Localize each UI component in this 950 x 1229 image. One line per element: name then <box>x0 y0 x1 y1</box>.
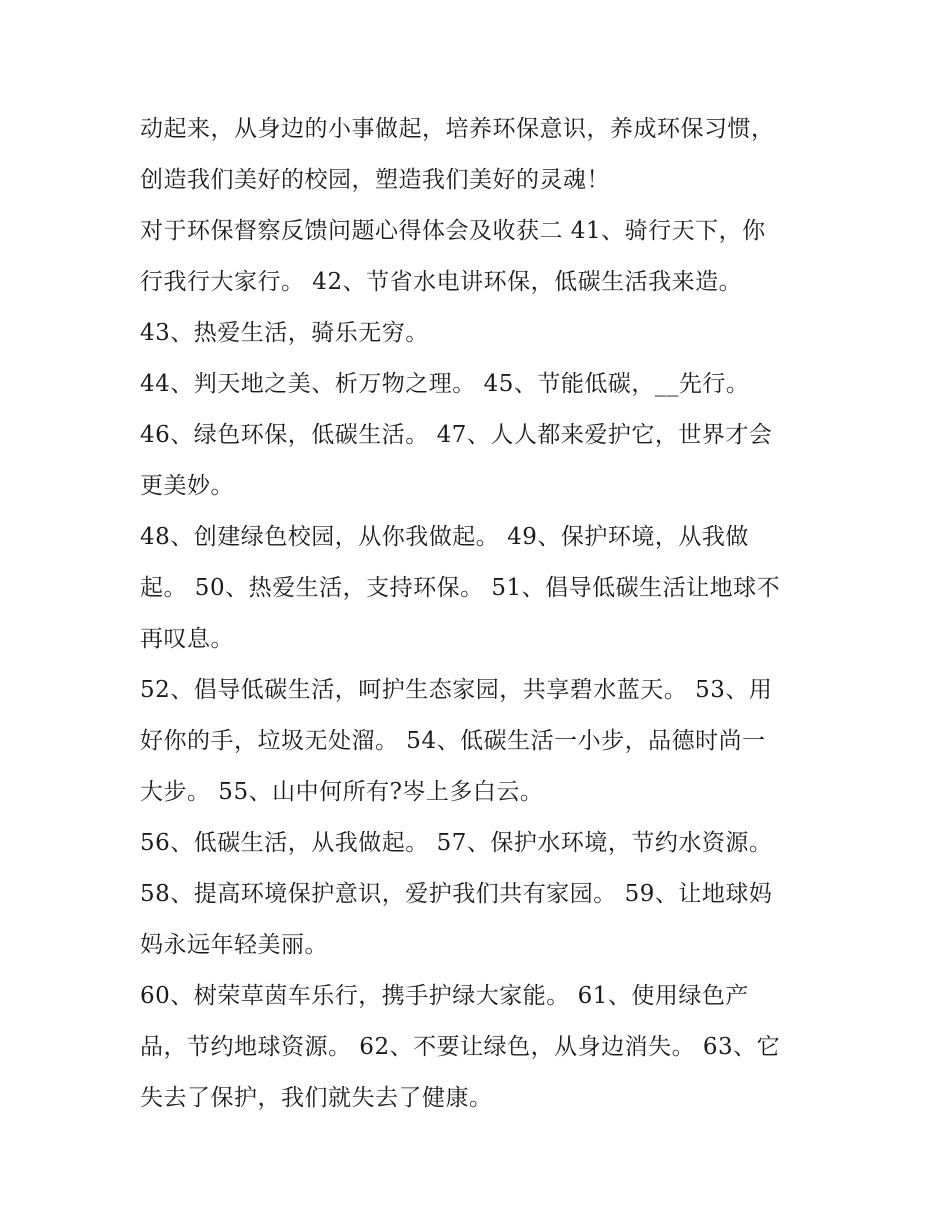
paragraph-9 <box>140 869 820 971</box>
text-line: 创造我们美好的校园，塑造我们美好的灵魂！ <box>140 167 610 193</box>
text-line: 56、低碳生活，从我做起。 57、保护水环境，节约水资源。 <box>140 830 773 856</box>
text-line: 58、提高环境保护意识，爱护我们共有家园。 59、让地球妈 <box>140 881 773 907</box>
text-line: 妈永远年轻美丽。 <box>140 932 328 958</box>
text-line: 行我行大家行。 42、节省水电讲环保，低碳生活我来造。 <box>140 269 743 295</box>
paragraph-1 <box>140 104 820 206</box>
text-line: 更美妙。 <box>140 473 234 499</box>
text-line: 46、绿色环保，低碳生活。 47、人人都来爱护它，世界才会 <box>140 422 773 448</box>
text-line: 起。 50、热爱生活，支持环保。 51、倡导低碳生活让地球不 <box>140 575 781 601</box>
text-line: 48、创建绿色校园，从你我做起。 49、保护环境，从我做 <box>140 524 749 550</box>
text-line: 再叹息。 <box>140 626 234 652</box>
text-line: 好你的手，垃圾无处溜。 54、低碳生活一小步，品德时尚一 <box>140 728 766 754</box>
text-line: 52、倡导低碳生活，呵护生态家园，共享碧水蓝天。 53、用 <box>140 677 773 703</box>
paragraph-8 <box>140 818 820 869</box>
paragraph-10 <box>140 971 820 1124</box>
text-line: 失去了保护，我们就失去了健康。 <box>140 1085 493 1111</box>
paragraph-4 <box>140 359 820 410</box>
text-line: 43、热爱生活，骑乐无穷。 <box>140 320 429 346</box>
text-line: 品，节约地球资源。 62、不要让绿色，从身边消失。 63、它 <box>140 1034 781 1060</box>
paragraph-5 <box>140 410 820 512</box>
text-line: 大步。 55、山中何所有?岑上多白云。 <box>140 779 544 805</box>
text-line: 60、树荣草茵车乐行，携手护绿大家能。 61、使用绿色产 <box>140 983 749 1009</box>
paragraph-2 <box>140 206 820 308</box>
paragraph-6 <box>140 512 820 665</box>
document-body <box>140 104 820 1124</box>
text-line: 动起来，从身边的小事做起，培养环保意识，养成环保习惯， <box>140 116 775 142</box>
text-line: 44、判天地之美、析万物之理。 45、节能低碳，__先行。 <box>140 371 750 397</box>
text-line: 对于环保督察反馈问题心得体会及收获二 41、骑行天下，你 <box>140 218 766 244</box>
paragraph-7 <box>140 665 820 818</box>
paragraph-3 <box>140 308 820 359</box>
